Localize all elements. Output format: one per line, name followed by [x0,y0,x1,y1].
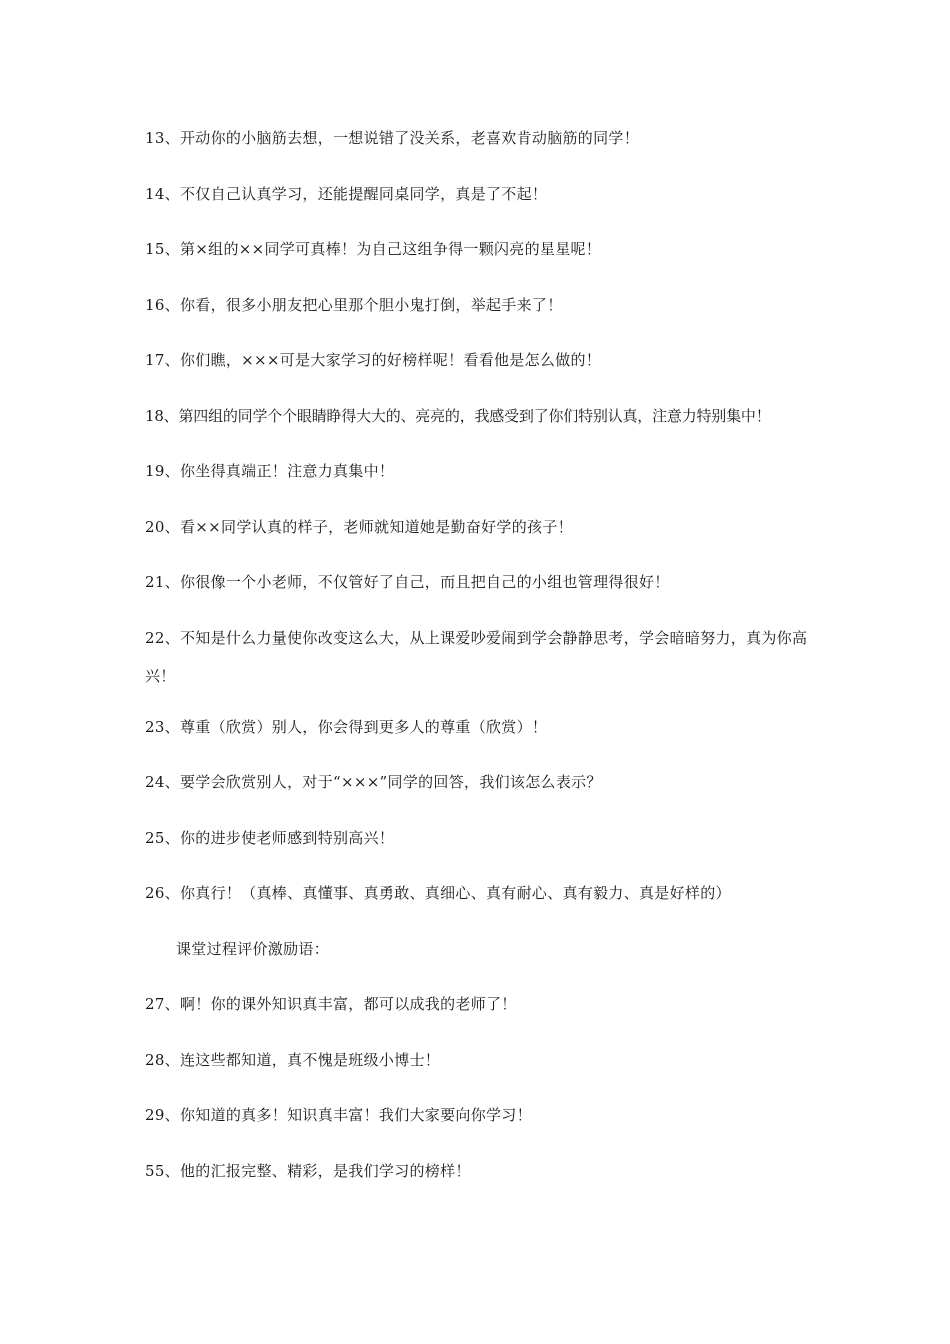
paragraph-29: 29、你知道的真多！知识真丰富！我们大家要向你学习！ [145,1106,532,1124]
paragraph-24: 24、要学会欣赏别人，对于“×××”同学的回答，我们该怎么表示？ [145,773,602,791]
paragraph-23: 23、尊重（欣赏）别人，你会得到更多人的尊重（欣赏）！ [145,717,548,736]
paragraph-28: 28、连这些都知道，真不愧是班级小博士！ [145,1050,441,1069]
paragraph-55: 55、他的汇报完整、精彩，是我们学习的榜样！ [145,1161,471,1180]
paragraph-21: 21、你很像一个小老师，不仅管好了自己，而且把自己的小组也管理得很好！ [145,573,670,591]
paragraph-22: 22、不知是什么力量使你改变这么大，从上课爱吵爱闹到学会静静思考，学会暗暗努力，真为你高兴！ [145,628,808,685]
paragraph-19: 19、你坐得真端正！注意力真集中！ [145,462,395,480]
paragraph-14: 14、不仅自己认真学习，还能提醒同桌同学，真是了不起！ [145,184,548,203]
paragraph-13: 13、开动你的小脑筋去想，一想说错了没关系，老喜欢肯动脑筋的同学！ [145,129,639,147]
paragraph-26: 26、你真行！（真棒、真懂事、真勇敢、真细心、真有耐心、真有毅力、真是好样的） [145,884,731,902]
paragraph-18: 18、第四组的同学个个眼睛睁得大大的、亮亮的，我感受到了你们特别认真，注意力特别集中！ [145,406,771,425]
document-body [145,124,825,1212]
paragraph-27: 27、啊！你的课外知识真丰富，都可以成我的老师了！ [145,995,517,1013]
paragraph-20: 20、看××同学认真的样子，老师就知道她是勤奋好学的孩子！ [145,517,573,536]
paragraph-25: 25、你的进步使老师感到特别高兴！ [145,828,395,847]
section-heading: 课堂过程评价激励语： [176,939,330,958]
paragraph-17: 17、你们瞧，×××可是大家学习的好榜样呢！看看他是怎么做的！ [145,351,602,369]
paragraph-15: 15、第×组的××同学可真棒！为自己这组争得一颗闪亮的星星呢！ [145,240,602,258]
paragraph-16: 16、你看，很多小朋友把心里那个胆小鬼打倒，举起手来了！ [145,295,563,314]
